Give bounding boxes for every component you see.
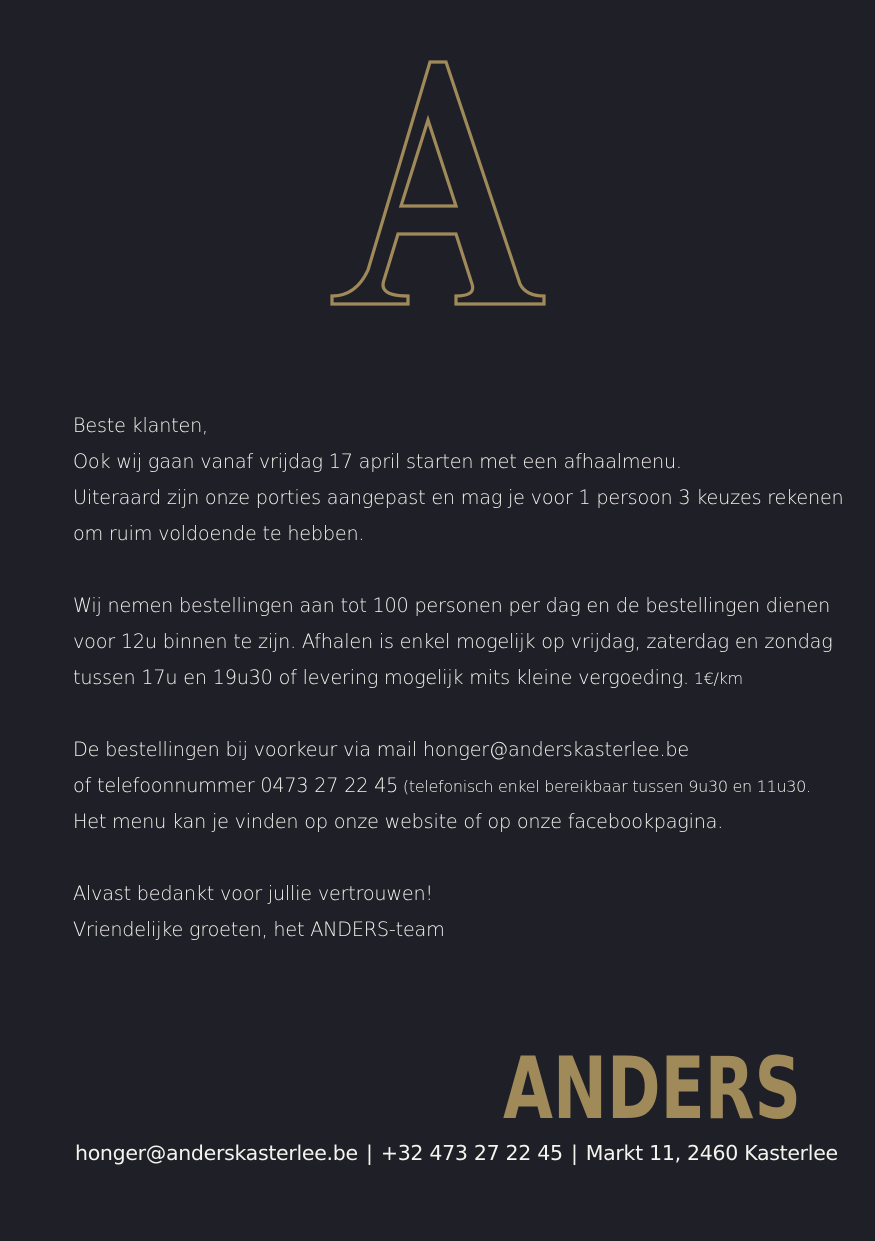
letter-paragraph-1-line-2: Uiteraard zijn onze porties aangepast en mag je voor 1 persoon 3 keuzes rekenen	[73, 486, 844, 509]
letter-paragraph-2-line-1: Wij nemen bestellingen aan tot 100 personen per dag en de bestellingen dienen	[73, 594, 831, 617]
footer-phone: +32 473 27 22 45	[380, 1141, 563, 1165]
delivery-fee: 1€/km	[688, 669, 743, 688]
letter-paragraph-3-line-1: De bestellingen bij voorkeur via mail honger@anderskasterlee.be	[73, 738, 689, 761]
footer-separator: |	[365, 1141, 373, 1165]
footer-separator: |	[570, 1141, 578, 1165]
logo-a-icon	[328, 58, 550, 308]
letter-paragraph-2-line-2: voor 12u binnen te zijn. Afhalen is enkel mogelijk op vrijdag, zaterdag en zondag	[73, 630, 833, 653]
footer-address: Markt 11, 2460 Kasterlee	[585, 1141, 838, 1165]
phone-text: of telefoonnummer 0473 27 22 45	[73, 774, 399, 797]
phone-hours-note: (telefonisch enkel bereikbaar tussen 9u30 en 11u30.	[398, 777, 811, 796]
letter-closing-line-2: Vriendelijke groeten, het ANDERS-team	[73, 918, 445, 941]
letter-paragraph-3-line-2	[73, 768, 813, 804]
letter-paragraph-3-line-3: Het menu kan je vinden op onze website of op onze facebookpagina.	[73, 810, 724, 833]
delivery-text: tussen 17u en 19u30 of levering mogelijk mits kleine vergoeding.	[73, 666, 689, 689]
letter-paragraph-2-line-3	[73, 660, 813, 696]
anders-wordmark-logo	[503, 1039, 803, 1139]
letter-closing-line-1: Alvast bedankt voor jullie vertrouwen!	[73, 882, 433, 905]
footer-contact	[75, 1136, 838, 1170]
anders-wordmark	[503, 1039, 803, 1139]
letter-paragraph-1-line-1: Ook wij gaan vanaf vrijdag 17 april starten met een afhaalmenu.	[73, 450, 682, 473]
letter-paragraph-1-line-3: om ruim voldoende te hebben.	[73, 522, 365, 545]
anders-wordmark-text: ANDERS	[503, 1039, 801, 1139]
logo-a-mark	[328, 58, 550, 308]
letter-body	[73, 408, 844, 948]
footer-email: honger@anderskasterlee.be	[75, 1141, 358, 1165]
letter-greeting: Beste klanten,	[73, 414, 208, 437]
